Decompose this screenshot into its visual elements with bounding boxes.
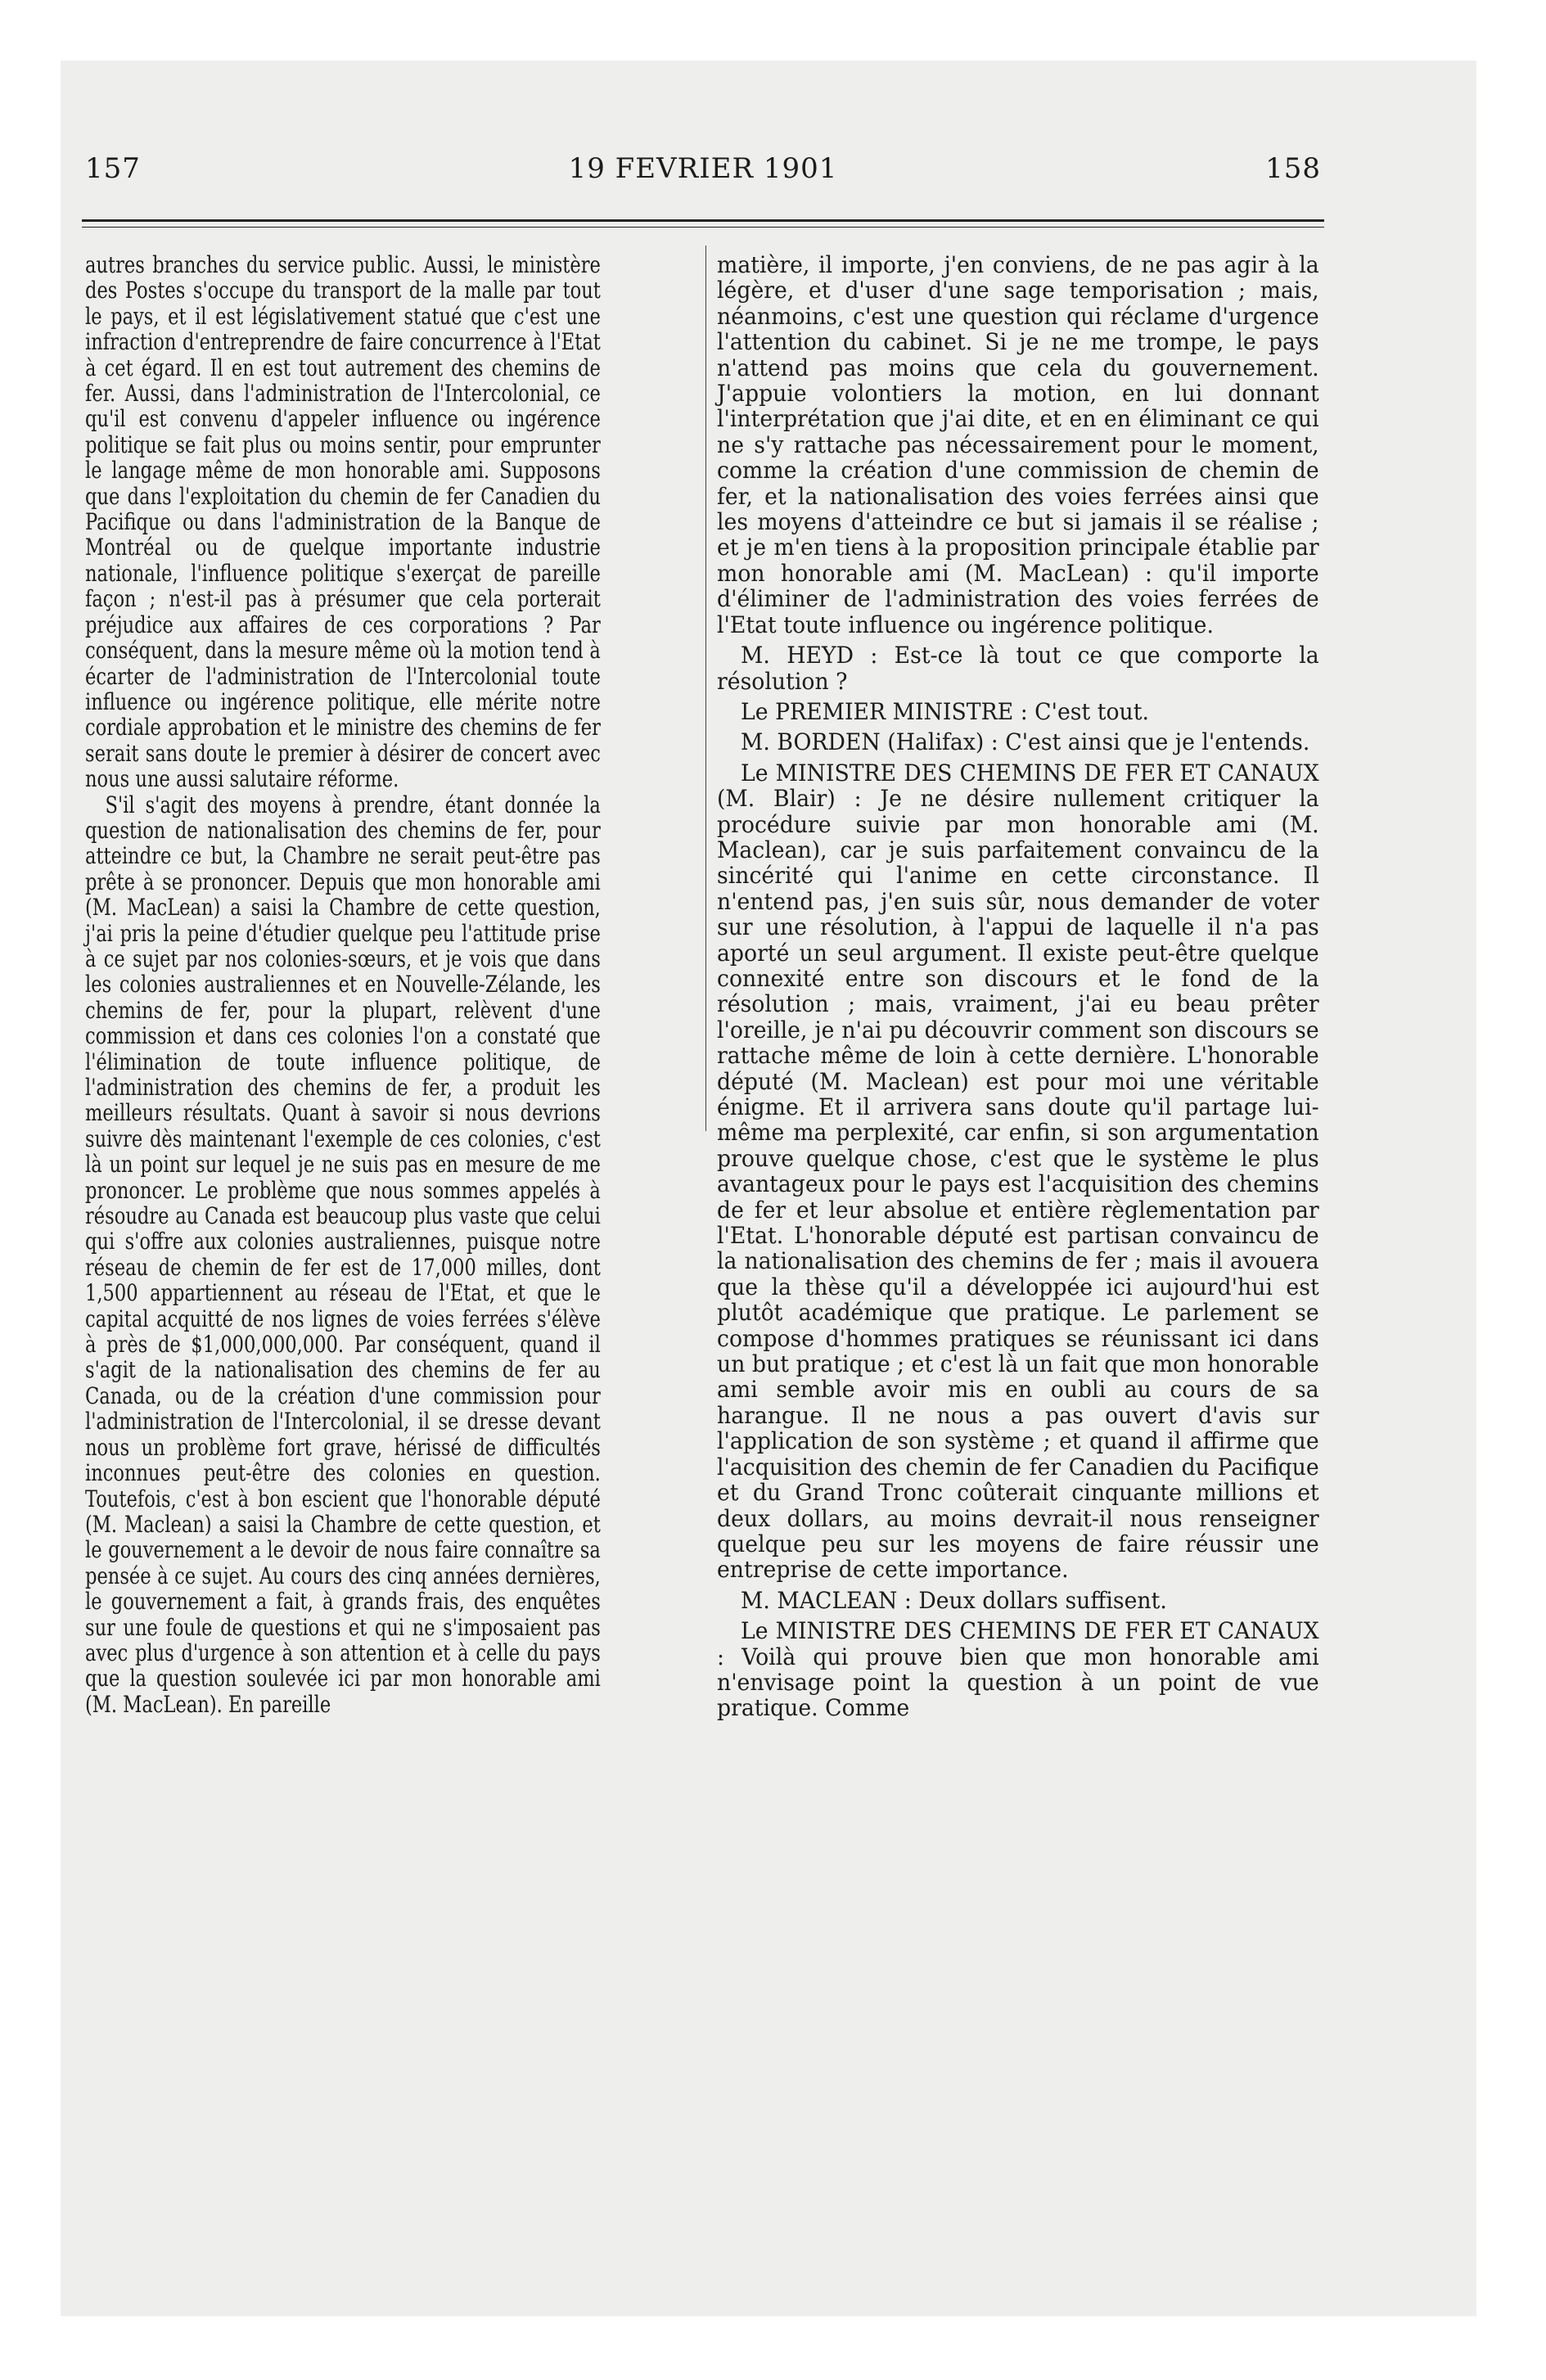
page-number-right: 158 xyxy=(1265,152,1321,185)
page-number-left: 157 xyxy=(85,152,141,185)
header-rule-thin xyxy=(82,227,1324,228)
paragraph: S'il s'agit des moyens à prendre, étant donnée la question de nationalisation des chemins de fer, pour atteindre ce but, la Chambre ne serait peut-être pas prête à se prononcer. Depuis que mon honorable ami (M. MacLean) a saisi la Chambre de cette question, j'ai pris la peine d'étudier quelque peu l'attitude prise à ce sujet par nos colonies-sœurs, et je vois que dans les colonies australiennes et en Nouvelle-Zélande, les chemins de fer, pour la plupart, relèvent d'une commission et dans ces colonies l'on a constaté que l'élimination de toute influence politique, de l'administration des chemins de fer, a produit les meilleurs résultats. Quant à savoir si nous devrions suivre dès maintenant l'exemple de ces colonies, c'est là un point sur lequel je ne suis pas en mesure de me prononcer. Le problème que nous sommes appelés à résoudre au Canada est beaucoup plus vaste que celui qui s'offre aux colonies australiennes, puisque notre réseau de chemin de fer est de 17,000 milles, dont 1,500 appartiennent au réseau de l'Etat, et que le capital acquitté de nos lignes de voies ferrées s'élève à près de $1,000,000,000. Par conséquent, quand il s'agit de la nationalisation des chemins de fer au Canada, ou de la création d'une commission pour l'administration de l'Intercolonial, il se dresse devant nous un problème fort grave, hérissé de difficultés inconnues peut-être des colonies en question. Toutefois, c'est à bon escient que l'honorable député (M. Maclean) a saisi la Chambre de cette question, et le gouvernement a le devoir de nous faire connaître sa pensée à ce sujet. Au cours des cinq années dernières, le gouvernement a fait, à grands frais, des enquêtes sur une foule de questions et qui ne s'imposaient pas avec plus d'urgence à son attention et à celle du pays que la question soulevée ici par mon honorable ami (M. MacLean). En pareille xyxy=(85,791,601,1718)
paragraph: autres branches du service public. Aussi, le ministère des Postes s'occupe du transport de la malle par tout le pays, et il est législativement statué que c'est une infraction d'entreprendre de faire concurrence à l'Etat à cet égard. Il en est tout autrement des chemins de fer. Aussi, dans l'administration de l'Intercolonial, ce qu'il est convenu d'appeler influence ou ingérence politique se fait plus ou moins sentir, pour emprunter le langage même de mon honorable ami. Supposons que dans l'exploitation du chemin de fer Canadien du Pacifique ou dans l'administration de la Banque de Montréal ou de quelque importante industrie nationale, l'influence politique s'exerçat de pareille façon ; n'est-il pas à présumer que cela porterait préjudice aux affaires de ces corporations ? Par conséquent, dans la mesure même où la motion tend à écarter de l'administration de l'Intercolonial toute influence ou ingérence politique, elle mérite notre cordiale approbation et le ministre des chemins de fer serait sans doute le premier à désirer de concert avec nous une aussi salutaire réforme. xyxy=(85,251,601,793)
paragraph: M. BORDEN (Halifax) : C'est ainsi que je l'entends. xyxy=(741,728,1310,756)
paragraph: matière, il importe, j'en conviens, de ne pas agir à la légère, et d'user d'une sage temporisation ; mais, néanmoins, c'est une question qui réclame d'urgence l'attention du cabinet. Si je ne me trompe, le pays n'attend pas moins que cela du gouvernement. J'appuie volontiers la motion, en lui donnant l'interprétation que j'ai dite, et en en éliminant ce qui ne s'y rattache pas nécessairement pour le moment, comme la création d'une commission de chemin de fer, et la nationalisation des voies ferrées ainsi que les moyens d'atteindre ce but si jamais il se réalise ; et je m'en tiens à la proposition principale établie par mon honorable ami (M. MacLean) : qu'il importe d'éliminer de l'administration des voies ferrées de l'Etat toute influence ou ingérence politique. xyxy=(717,251,1319,638)
paragraph: Le MINISTRE DES CHEMINS DE FER ET CANAUX : Voilà qui prouve bien que mon honorable ami n'envisage point la question à un point de vue pratique. Comme xyxy=(717,1617,1319,1722)
paragraph: Le PREMIER MINISTRE : C'est tout. xyxy=(741,697,1149,725)
paragraph: M. HEYD : Est-ce là tout ce que comporte la résolution ? xyxy=(717,642,1319,695)
page-date: 19 FEVRIER 1901 xyxy=(568,152,838,185)
paragraph: Le MINISTRE DES CHEMINS DE FER ET CANAUX (M. Blair) : Je ne désire nullement critiquer la procédure suivie par mon honorable ami (M. Maclean), car je suis parfaitement convaincu de la sincérité qui l'anime en cette circonstance. Il n'entend pas, j'en suis sûr, nous demander de voter sur une résolution, à l'appui de laquelle il n'a pas aporté un seul argument. Il existe peut-être quelque connexité entre son discours et le fond de la résolution ; mais, vraiment, j'ai eu beau prêter l'oreille, je n'ai pu découvrir comment son discours se rattache même de loin à cette dernière. L'honorable député (M. Maclean) est pour moi une véritable énigme. Et il arrivera sans doute qu'il partage lui-même ma perplexité, car enfin, si son argumentation prouve quelque chose, c'est que le système le plus avantageux pour le pays est l'acquisition des chemins de fer et leur absolue et entière règlementation par l'Etat. L'honorable député est partisan convaincu de la nationalisation des chemins de fer ; mais il avouera que la thèse qu'il a développée ici aujourd'hui est plutôt académique que pratique. Le parlement se compose d'hommes pratiques se réunissant ici dans un but pratique ; et c'est là un fait que mon honorable ami semble avoir mis en oubli au cours de sa harangue. Il ne nous a pas ouvert d'avis sur l'application de son système ; et quand il affirme que l'acquisition des chemin de fer Canadien du Pacifique et du Grand Tronc coûterait cinquante millions et deux dollars, au moins devrait-il nous renseigner quelque peu sur les moyens de faire réussir une entreprise de cette importance. xyxy=(717,759,1319,1584)
paragraph: M. MACLEAN : Deux dollars suffisent. xyxy=(741,1586,1167,1614)
column-divider xyxy=(705,246,706,1131)
page-header xyxy=(85,152,1321,193)
left-column xyxy=(85,252,601,1717)
right-column xyxy=(717,252,1319,1721)
header-rule-thick xyxy=(82,219,1324,222)
